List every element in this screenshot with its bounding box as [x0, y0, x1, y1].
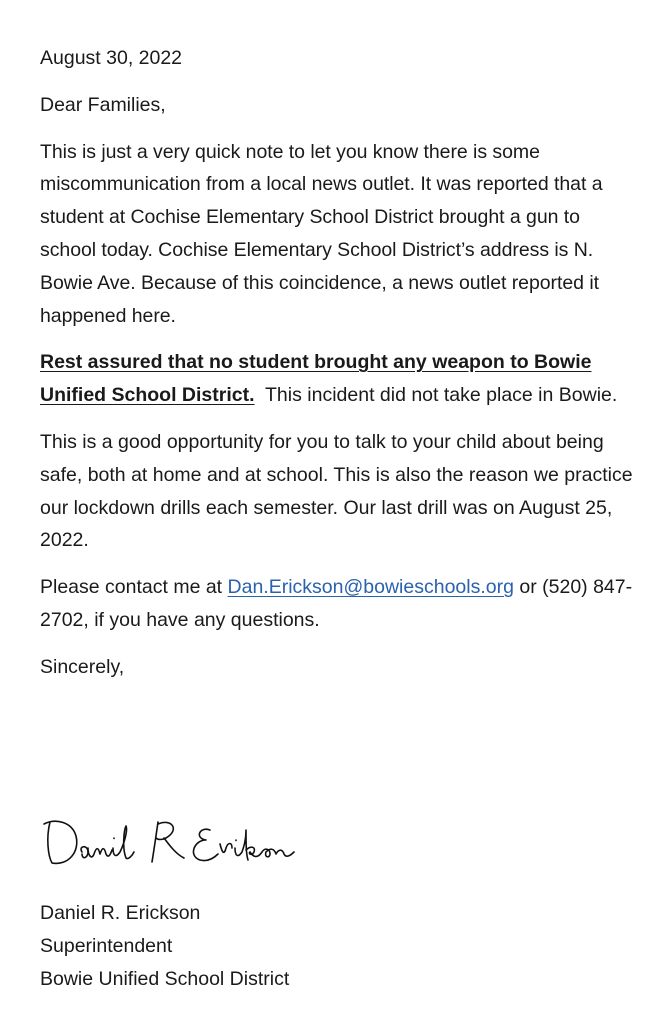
signer-title: Superintendent: [40, 934, 173, 957]
letter-body: [40, 42, 640, 684]
contact-suffix: or (520) 847-2702, if you have any questions.: [40, 576, 633, 631]
letter-date: August 30, 2022: [40, 47, 183, 69]
salutation: Dear Families,: [40, 93, 166, 116]
signer-organization: Bowie Unified School District: [40, 967, 290, 990]
reassurance-emphasis: Rest assured that no student brought any weapon to Bowie Unified School District.: [40, 351, 592, 407]
paragraph-reassurance: [40, 346, 640, 412]
reassurance-text: This incident did not take place in Bowie.: [265, 384, 618, 407]
handwritten-signature: [38, 808, 298, 872]
signature-block: [40, 897, 289, 995]
paragraph-contact: [40, 571, 640, 637]
contact-prefix: Please contact me at: [40, 576, 223, 599]
closing: Sincerely,: [40, 655, 125, 678]
email-link[interactable]: Dan.Erickson@bowieschools.org: [227, 576, 514, 599]
paragraph-news-clarification: This is just a very quick note to let you know there is some miscommunication from a local news outlet. It was reported that a student at Cochise Elementary School District brought a gun to school today. Cochise Elementary School District’s address is N. Bowie Ave. Because of this coincidence, a news outlet reported it happened here.: [40, 140, 603, 327]
signer-name: Daniel R. Erickson: [40, 902, 201, 924]
paragraph-safety-drills: This is a good opportunity for you to talk to your child about being safe, both at home and at school. This is also the reason we practice our lockdown drills each semester. Our last drill was on August 25, 2022.: [40, 430, 633, 552]
